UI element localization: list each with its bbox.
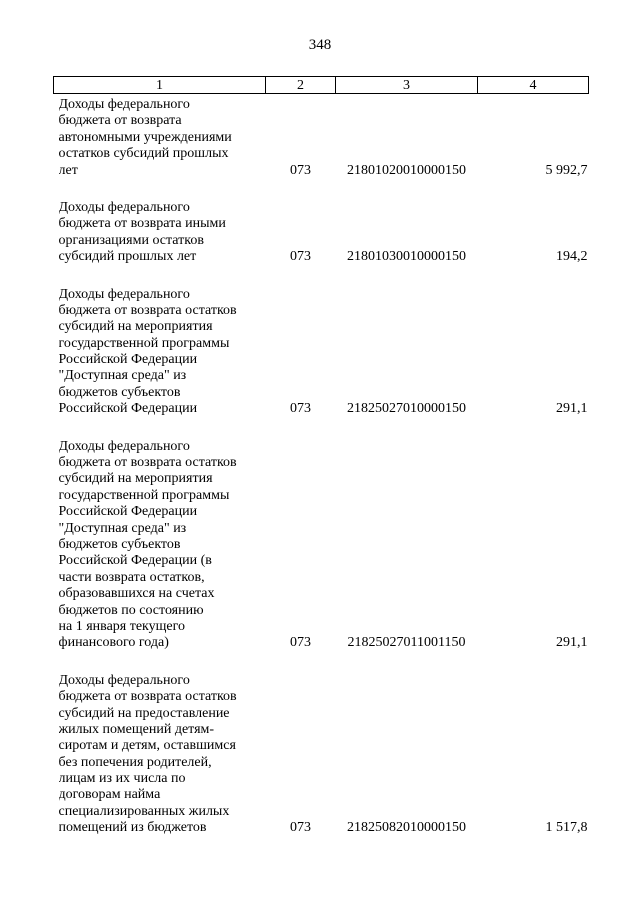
description-line: финансового года) bbox=[58, 635, 169, 651]
row-description bbox=[54, 439, 266, 652]
row-description bbox=[54, 200, 266, 266]
budget-table bbox=[53, 76, 589, 837]
description-line: Доходы федерального bbox=[58, 672, 190, 688]
row-amount: 5 992,7 bbox=[545, 162, 588, 178]
table-row bbox=[54, 287, 589, 418]
description-line: Доходы федерального bbox=[58, 199, 190, 215]
row-admin-code: 073 bbox=[290, 249, 311, 265]
row-admin-code: 073 bbox=[290, 401, 311, 417]
table-row bbox=[54, 97, 589, 179]
description-line: Доходы федерального bbox=[58, 286, 190, 302]
column-header-1: 1 bbox=[54, 77, 266, 94]
page-number: 348 bbox=[308, 37, 332, 53]
description-line: автономными учреждениями bbox=[58, 129, 232, 145]
row-admin-code: 073 bbox=[290, 162, 311, 178]
row-admin-code: 073 bbox=[290, 820, 311, 836]
description-line: лицам из их числа по bbox=[58, 771, 186, 787]
description-line: бюджетов субъектов bbox=[58, 384, 181, 400]
description-line: помещений из бюджетов bbox=[58, 820, 207, 836]
table-row bbox=[54, 200, 589, 266]
description-line: образовавшихся на счетах bbox=[58, 586, 215, 602]
description-line: Российской Федерации bbox=[58, 401, 198, 417]
description-line: организациями остатков bbox=[58, 232, 204, 248]
description-line: "Доступная среда" из bbox=[58, 368, 187, 384]
row-kbk-code: 21801030010000150 bbox=[347, 249, 466, 265]
row-amount: 194,2 bbox=[556, 249, 588, 265]
description-line: Российской Федерации bbox=[58, 504, 198, 520]
row-description bbox=[54, 287, 266, 418]
description-line: части возврата остатков, bbox=[58, 569, 205, 585]
description-line: бюджетов по состоянию bbox=[58, 602, 204, 618]
row-kbk-code: 21825082010000150 bbox=[347, 820, 466, 836]
description-line: Доходы федерального bbox=[58, 97, 190, 112]
description-line: договорам найма bbox=[58, 787, 161, 803]
table-row bbox=[54, 439, 589, 652]
row-kbk-code: 21825027011001150 bbox=[347, 635, 466, 651]
description-line: бюджета от возврата остатков bbox=[58, 302, 237, 318]
description-line: субсидий на мероприятия bbox=[58, 471, 213, 487]
description-line: бюджета от возврата иными bbox=[58, 216, 226, 232]
row-description bbox=[54, 97, 266, 179]
description-line: субсидий на предоставление bbox=[58, 705, 230, 721]
description-line: Доходы федерального bbox=[58, 438, 190, 454]
row-kbk-code: 21801020010000150 bbox=[347, 162, 466, 178]
column-header-3: 3 bbox=[336, 77, 478, 94]
description-line: субсидий прошлых лет bbox=[58, 249, 197, 265]
description-line: лет bbox=[58, 162, 78, 178]
column-header-4: 4 bbox=[478, 77, 589, 94]
description-line: на 1 января текущего bbox=[58, 618, 186, 634]
row-amount: 291,1 bbox=[556, 401, 588, 417]
description-line: бюджета от возврата остатков bbox=[58, 689, 237, 705]
description-line: бюджетов субъектов bbox=[58, 536, 181, 552]
description-line: сиротам и детям, оставшимся bbox=[58, 738, 236, 754]
description-line: без попечения родителей, bbox=[58, 754, 212, 770]
description-line: специализированных жилых bbox=[58, 803, 230, 819]
row-admin-code: 073 bbox=[290, 635, 311, 651]
description-line: государственной программы bbox=[58, 335, 230, 351]
table-header-row bbox=[54, 77, 589, 94]
description-line: субсидий на мероприятия bbox=[58, 319, 213, 335]
description-line: остатков субсидий прошлых bbox=[58, 146, 229, 162]
row-description bbox=[54, 673, 266, 837]
table-body bbox=[54, 94, 589, 837]
column-header-2: 2 bbox=[266, 77, 336, 94]
description-line: "Доступная среда" из bbox=[58, 520, 187, 536]
description-line: бюджета от возврата bbox=[58, 113, 182, 129]
row-amount: 291,1 bbox=[556, 635, 588, 651]
description-line: Российской Федерации bbox=[58, 352, 198, 368]
table-row bbox=[54, 673, 589, 837]
description-line: государственной программы bbox=[58, 487, 230, 503]
description-line: бюджета от возврата остатков bbox=[58, 455, 237, 471]
row-amount: 1 517,8 bbox=[545, 820, 588, 836]
description-line: Российской Федерации (в bbox=[58, 553, 212, 569]
row-kbk-code: 21825027010000150 bbox=[347, 401, 466, 417]
description-line: жилых помещений детям- bbox=[58, 721, 215, 737]
